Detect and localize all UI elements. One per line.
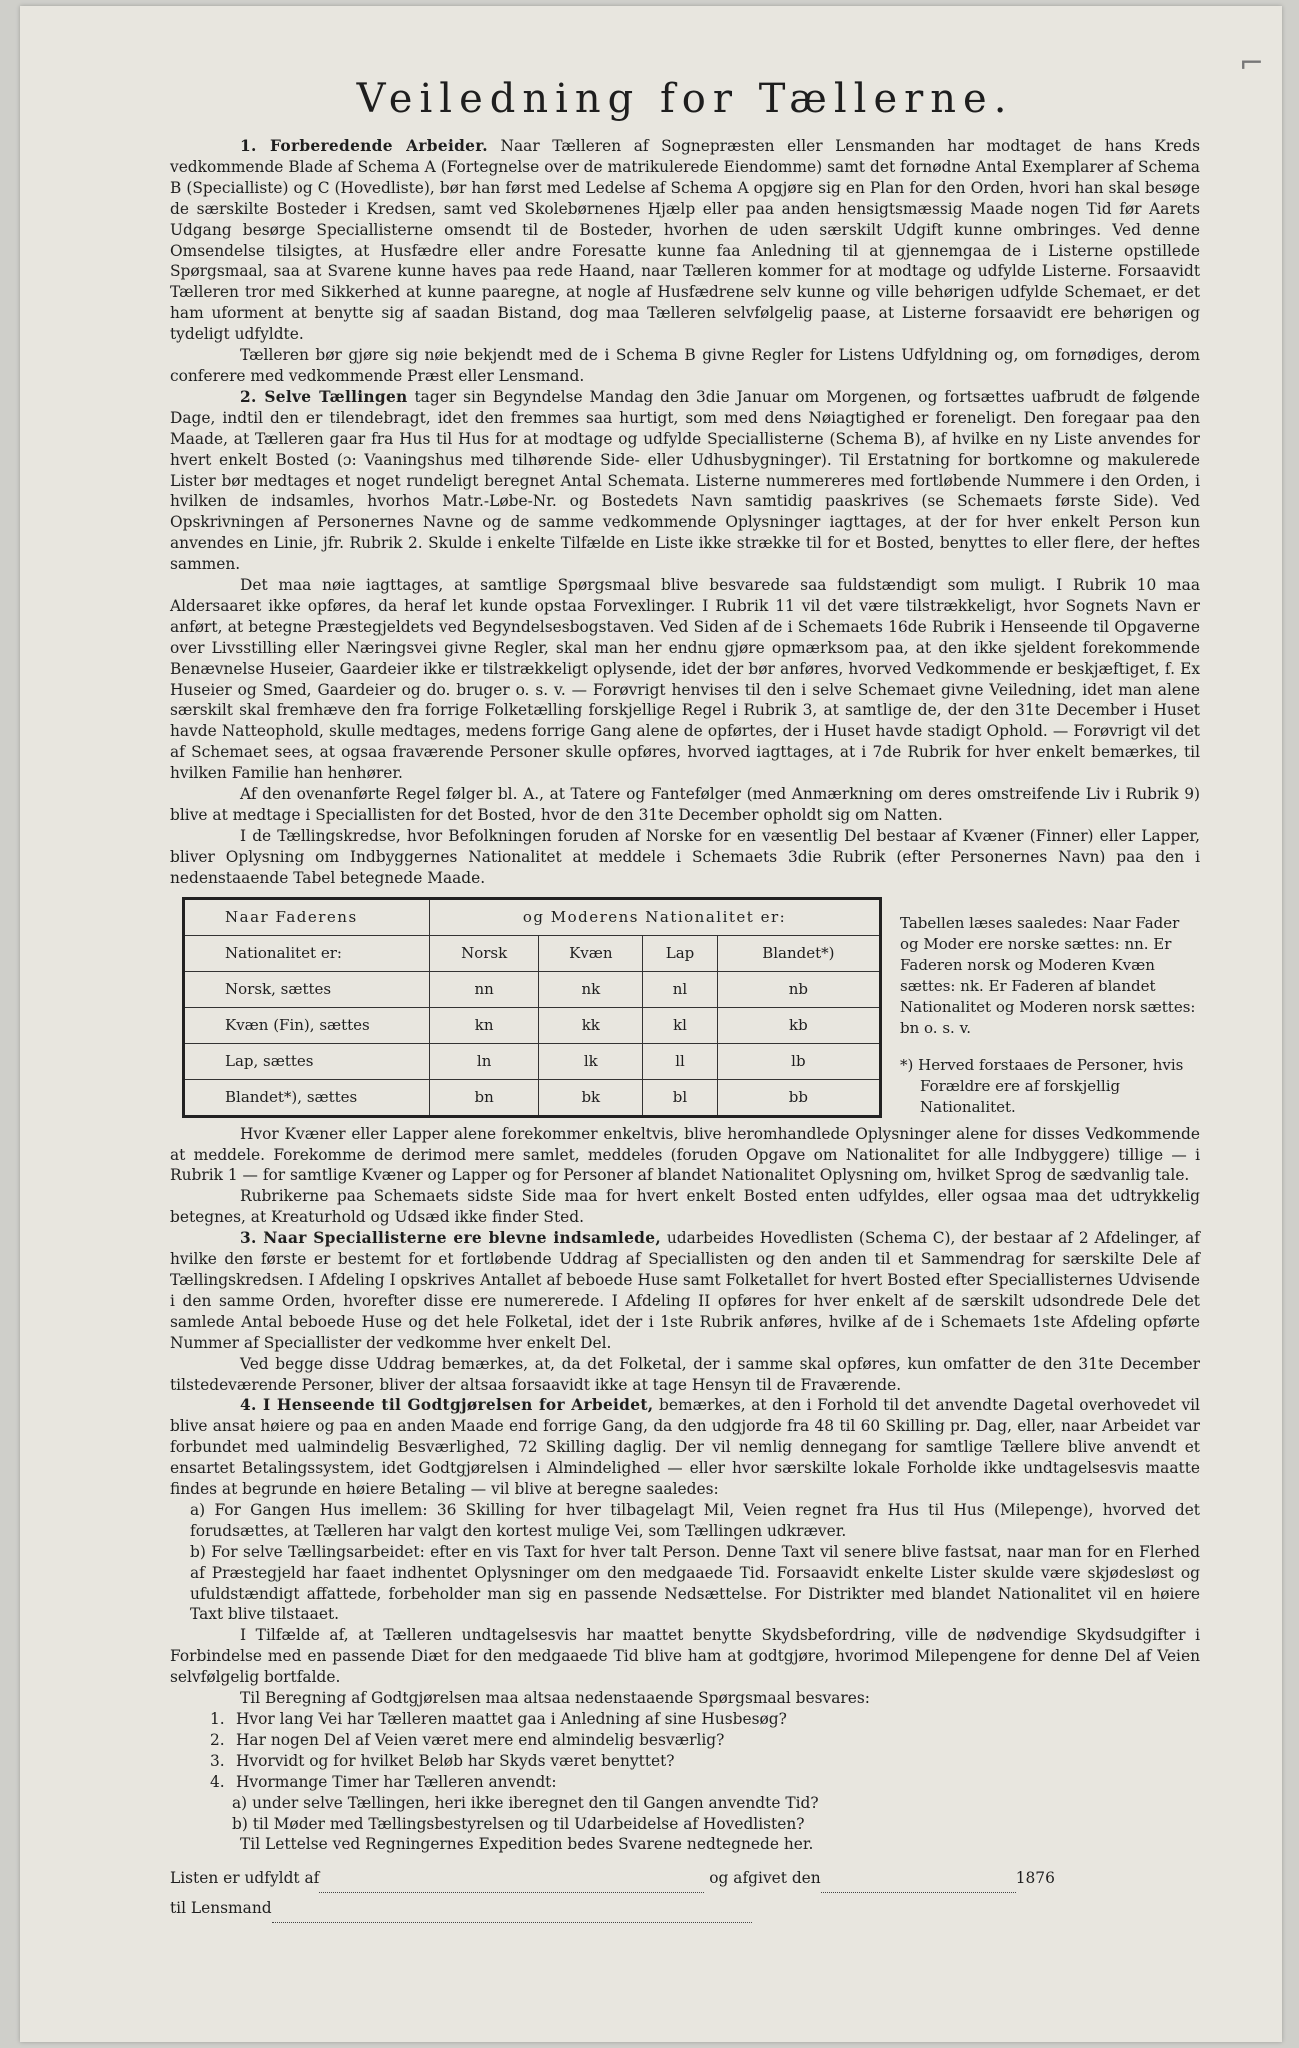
sub-item: a) under selve Tællingen, heri ikke iberegnet den til Gangen anvendte Tid?: [232, 1793, 819, 1812]
page-title: Veiledning for Tællerne.: [356, 76, 1014, 122]
section-2: 2. Selve Tællingen tager sin Begyndelse Mandag den 3die Januar om Morgenen, og fortsættes uafbrudt de følgende Dage, indtil den er tilendebragt, idet den fremmes saa hurtigt, som med dens Nøiagtighed er foreneligt. Den foregaar paa den Maade, at Tælleren gaar fra Hus til Hus for at modtage og udfylde Speciallisterne (Schema B), af hvilke en ny Liste anvendes for hvert enkelt Bosted (ɔ: Vaaningshus med tilhørende Side- eller Udhusbygninger). Til Erstatning for bortkomne og makulerede Lister bør medtages et noget rundeligt beregnet Antal Schemata. Listerne nummereres med fortløbende Nummere i den Orden, i hvilken de indsamles, hvorhos Matr.-Løbe-Nr. og Bostedets Navn samtidig paaskrives (se Schemaets første Side). Ved Opskrivningen af Personernes Navne og de samme vedkommende Oplysninger iagttages, at der for hver enkelt Person kun anvendes en Linie, jfr. Rubrik 2. Skulde i enkelte Tilfælde en Liste ikke strække til for et Bosted, benyttes to eller flere, der heftes sammen.: [170, 387, 1200, 574]
fold-corner-icon: ⌐: [1238, 46, 1264, 81]
table-header-father: Naar Faderens: [184, 898, 430, 935]
list-item: 3. Hvorvidt og for hvilket Beløb har Skyds været benyttet?: [210, 1751, 675, 1770]
col-kvaen: Kvæn: [539, 935, 643, 971]
blank-field[interactable]: [821, 1878, 1016, 1893]
list-item: 2. Har nogen Del af Veien været mere end almindelig besværlig?: [210, 1730, 725, 1749]
paragraph: Det maa nøie iagttages, at samtlige Spørgsmaal blive besvarede saa fuldstændigt som muligt. I Rubrik 10 maa Aldersaaret ikke opføres, da heraf let kunde opstaa Forvexlinger. I Rubrik 11 vil det være tilstrækkeligt, hvor Sognets Navn er anført, at betegne Præstegjeldets ved Begyndelsesbogstaven. Ved Siden af de i Schemaets 16de Rubrik i Henseende til Opgaverne over Livsstilling eller Næringsvei givne Regler, skal man her endnu gjøre opmærksom paa, at den ikke sjeldent forekommende Benævnelse Huseier, Gaardeier ikke er tilstrækkeligt oplysende, idet der bør anføres, hvorved Vedkommende er beskjæftiget, f. Ex Huseier og Smed, Gaardeier og do. bruger o. s. v. — Forøvrigt henvises til den i selve Schemaet givne Veiledning, idet man alene særskilt skal fremhæve den fra forrige Folketælling forskjellige Regel i Rubrik 3, at samtlige de, der den 31te December i Huset havde Natteophold, skulle medtages, medens forrige Gang alene de opførtes, der i Huset havde stadigt Ophold. — Forøvrigt vil det af Schemaet sees, at ogsaa fraværende Personer skulle opføres, hvorved iagttages, at i 7de Rubrik for hver enkelt bemærkes, til hvilken Familie han henhører.: [170, 576, 1200, 783]
sub-item: b) til Møder med Tællingsbestyrelsen og til Udarbeidelse af Hovedlisten?: [232, 1814, 805, 1833]
blank-field[interactable]: [319, 1878, 704, 1893]
document-sheet: [20, 6, 1282, 2042]
table-row: Lap, sættes ln lk ll lb: [184, 1043, 881, 1079]
table-row: Blandet*), sættes bn bk bl bb: [184, 1079, 881, 1116]
nationality-table-block: [182, 897, 1200, 1118]
col-lap: Lap: [643, 935, 717, 971]
table-row: Kvæn (Fin), sættes kn kk kl kb: [184, 1007, 881, 1043]
table-row: Norsk, sættes nn nk nl nb: [184, 971, 881, 1007]
paragraph: I Tilfælde af, at Tælleren undtagelsesvis har maattet benytte Skydsbefordring, ville de nødvendige Skydsudgifter i Forbindelse med en passende Diæt for den medgaaede Tid blive ham at godtgjøre, hvorimod Milepengene for denne Del af Veien selvfølgelig bortfalde.: [170, 1626, 1200, 1687]
paragraph: Ved begge disse Uddrag bemærkes, at, da det Folketal, der i samme skal opføres, kun omfatter de den 31te December tilstedeværende Personer, bliver der altsaa forsaavidt ikke at tage Hensyn til de Fraværende.: [170, 1354, 1200, 1394]
item-a: a) For Gangen Hus imellem: 36 Skilling for hver tilbagelagt Mil, Veien regnet fra Hus til Hus (Milepenge), hvorved det forudsættes, at Tælleren har valgt den kortest mulige Vei, som Tællingen udkræver.: [190, 1500, 1200, 1540]
paragraph: I de Tællingskredse, hvor Befolkningen foruden af Norske for en væsentlig Del bestaar af Kvæner (Finner) eller Lapper, bliver Oplysning om Indbyggernes Nationalitet at meddele i Schemaets 3die Rubrik (efter Personernes Navn) paa den i nedenstaaende Tabel betegnede Maade.: [170, 826, 1200, 887]
paragraph: Tælleren bør gjøre sig nøie bekjendt med de i Schema B givne Regler for Listens Udfyldning og, om fornødiges, derom conferere med vedkommende Præst eller Lensmand.: [170, 346, 1200, 385]
col-blandet: Blandet*): [717, 935, 880, 971]
document-page: [170, 76, 1200, 1923]
list-item: 1. Hvor lang Vei har Tælleren maattet gaa i Anledning af sine Husbesøg?: [210, 1710, 787, 1728]
paragraph: Af den ovenanførte Regel følger bl. A., at Tatere og Fantefølger (med Anmærkning om deres omstreifende Liv i Rubrik 9) blive at medtage i Speciallisten for det Bosted, hvor de den 31te December opholdt sig om Natten.: [170, 785, 1200, 824]
signature-line-1: Listen er udfyldt af og afgivet den 1876: [170, 1863, 1200, 1893]
paragraph: Til Lettelse ved Regningernes Expedition bedes Svarene nedtegnede her.: [240, 1835, 814, 1854]
section-3: 3. Naar Speciallisterne ere blevne indsamlede, udarbeides Hovedlisten (Schema C), der bestaar af 2 Afdelinger, af hvilke den første er bestemt for et fortløbende Uddrag af Speciallisten og den anden til et Sammendrag for særskilte Dele af Tællingskredsen. I Afdeling I opskrives Antallet af beboede Huse samt Folketallet for hvert Bosted efter Speciallisternes Udvisende i den samme Orden, hvorefter disse ere numererede. I Afdeling II opføres for hver enkelt af de særskilt udsondrede Dele det samlede Antal beboede Huse og det hele Folketal, idet der i 1ste Rubrik anføres, hvilke af de i Schemaets 1ste Afdeling opførte Nummer af Speciallister der vedkomme hver enkelt Del.: [170, 1229, 1201, 1352]
item-b: b) For selve Tællingsarbeidet: efter en vis Taxt for hver talt Person. Denne Taxt vil senere blive fastsat, naar man for en Flerhed af Præstegjeld har faaet indhentet Oplysninger om den medgaaede Tid. Forsaavidt enkelte Lister skulde være skjødesløst og ufuldstændigt affattede, forbeholder man sig en passende Nedsættelse. For Distrikter med blandet Nationalitet vil en høiere Taxt blive tilstaaet.: [190, 1542, 1200, 1624]
question-list: [170, 1709, 1200, 1793]
table-header-mother: og Moderens Nationalitet er:: [430, 898, 881, 935]
list-item: 4. Hvormange Timer har Tælleren anvendt:: [210, 1772, 557, 1791]
signature-line-2: til Lensmand: [170, 1893, 1200, 1923]
section-1: 1. Forberedende Arbeider. Naar Tælleren af Sognepræsten eller Lensmanden har modtaget de hans Kreds vedkommende Blade af Schema A (Fortegnelse over de matrikulerede Eiendomme) samt det fornødne Antal Exemplarer af Schema B (Specialliste) og C (Hovedliste), bør han først med Ledelse af Schema A opgjøre sig en Plan for den Orden, hvori han skal besøge de særskilte Bosteder i Kredsen, samt ved Skolebørnenes Hjælp eller paa anden hensigtsmæssig Maade nogen Tid før Aarets Udgang besørge Speciallisterne omsendt til de Bosteder, hvorhen de uden særskilt Udgift kunne ombringes. Ved denne Omsendelse tilsigtes, at Husfædre eller andre Foresatte kunne faa Anledning til at gjennemgaa de i Listerne opstillede Spørgsmaal, saa at Svarene kunne haves paa rede Haand, naar Tælleren kommer for at modtage og udfylde Listerne. Forsaavidt Tælleren tror med Sikkerhed at kunne paaregne, at nogle af Husfædrene selv kunne og ville behørigen udfylde Schemaet, er det ham uforment at benytte sig af saadan Bistand, dog maa Tælleren selvfølgelig paase, at Listerne forsaavidt ere behørigen og tydeligt udfyldte.: [170, 137, 1200, 344]
blank-field[interactable]: [272, 1908, 752, 1923]
paragraph: Til Beregning af Godtgjørelsen maa altsaa nedenstaaende Spørgsmaal besvares:: [240, 1689, 870, 1708]
paragraph: Rubrikerne paa Schemaets sidste Side maa for hvert enkelt Bosted enten udfyldes, eller ogsaa maa det udtrykkelig betegnes, at Kreaturhold og Udsæd ikke finder Sted.: [170, 1187, 1200, 1227]
paragraph: Hvor Kvæner eller Lapper alene forekommer enkeltvis, blive heromhandlede Oplysninger alene for disses Vedkommende at meddele. Forekomme de derimod mere samlet, meddeles (foruden Opgave om Nationalitet for alle Indbyggere) tillige — i Rubrik 1 — for samtlige Kvæner og Lapper og for Personer af blandet Nationalitet Oplysning om, hvilket Sprog de sædvanlig tale.: [170, 1124, 1200, 1185]
section-4: 4. I Henseende til Godtgjørelsen for Arbeidet, bemærkes, at den i Forhold til det anvendte Dagetal overhovedet vil blive ansat høiere og paa en anden Maade end forrige Gang, da den udgjorde fra 48 til 60 Skilling pr. Dag, eller, naar Arbeidet var forbundet med ualmindelig Besværlighed, 72 Skilling daglig. Der vil nemlig dennegang for samtlige Tællere blive anvendt et ensartet Betalingssystem, idet Godtgjørelsen i Almindelighed — eller hvor særskilte lokale Forholde ikke undtagelsesvis maatte findes at begrunde en høiere Betaling — vil blive at beregne saaledes:: [170, 1396, 1200, 1499]
table-header-father-2: Nationalitet er:: [184, 935, 430, 971]
nationality-table: [182, 897, 882, 1118]
col-norsk: Norsk: [430, 935, 539, 971]
signature-lines: [170, 1863, 1200, 1923]
table-note: Tabellen læses saaledes: Naar Fader og Moder ere norske sættes: nn. Er Faderen norsk og Moderen Kvæn sættes: nk. Er Faderen af blandet Nationalitet og Moderen norsk sættes: bn o. s. v. *) Herved forstaaes de Personer, hvis Forældre ere af forskjellig Nationalitet.: [900, 913, 1196, 1116]
